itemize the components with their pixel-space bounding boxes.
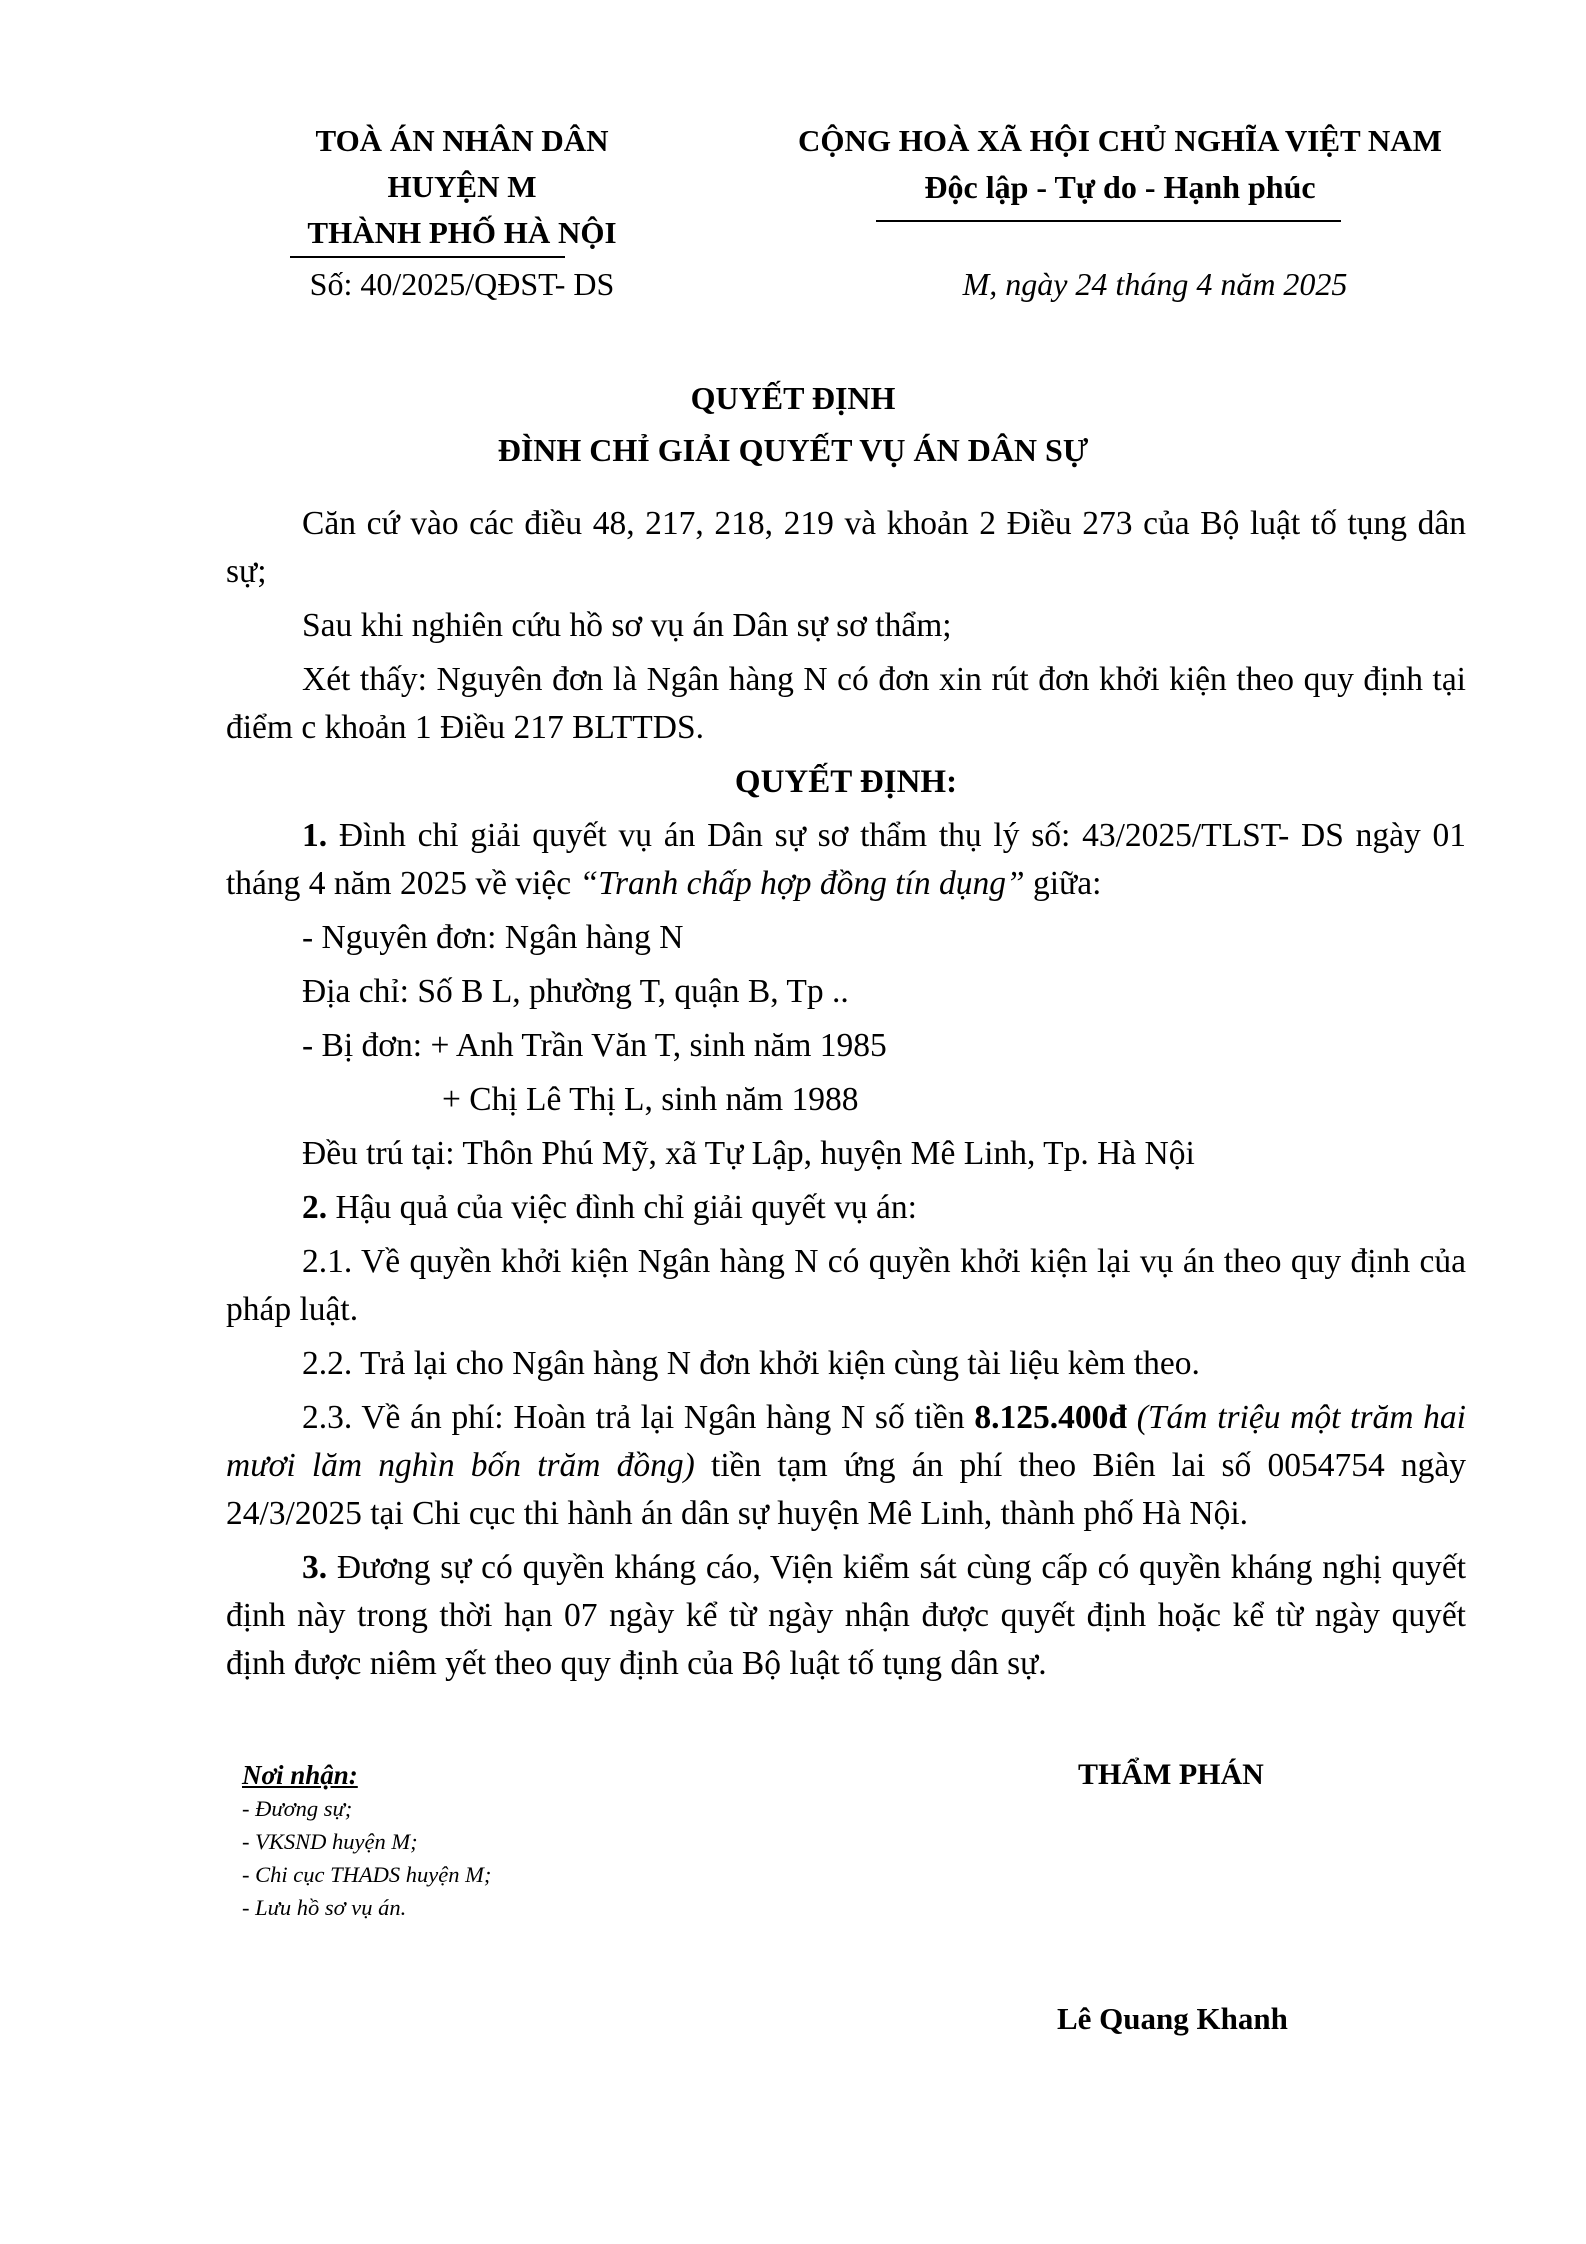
fee-amount-words: (Tám triệu một trăm hai mươi lăm nghìn bốn trăm đồng) (226, 1399, 1466, 1484)
recipients (242, 1758, 491, 1924)
court-name-line1: TOÀ ÁN NHÂN DÂN (315, 123, 609, 158)
document-subtitle: ĐÌNH CHỈ GIẢI QUYẾT VỤ ÁN DÂN SỰ (497, 432, 1089, 468)
national-motto: Độc lập - Tự do - Hạnh phúc (924, 169, 1316, 205)
decision-item-2-3 (226, 1394, 1466, 1538)
item-3-text: Đương sự có quyền kháng cáo, Viện kiểm sát cùng cấp có quyền kháng nghị quyết định này trong thời hạn 07 ngày kể từ ngày nhận được quyết định hoặc kể từ ngày quyết định được niêm yết theo quy định của Bộ luật tố tụng dân sự. (226, 1549, 1466, 1682)
recipient-item: - Lưu hồ sơ vụ án. (242, 1895, 407, 1920)
place-date: M, ngày 24 tháng 4 năm 2025 (962, 266, 1348, 302)
decision-item-2-2: 2.2. Trả lại cho Ngân hàng N đơn khởi kiện cùng tài liệu kèm theo. (302, 1345, 1200, 1382)
signer-title: THẨM PHÁN (1078, 1758, 1264, 1791)
signer-name: Lê Quang Khanh (1057, 2001, 1288, 2036)
item-1-text-b: giữa: (1024, 865, 1102, 902)
defendant-address: Đều trú tại: Thôn Phú Mỹ, xã Tự Lập, huyện Mê Linh, Tp. Hà Nội (302, 1135, 1195, 1172)
item-2-3-text-b: tiền tạm ứng án phí theo Biên lai số 0054754 ngày 24/3/2025 tại Chi cục thi hành án dân sự huyện Mê Linh, thành phố Hà Nội. (226, 1447, 1466, 1532)
basis-paragraph: Căn cứ vào các điều 48, 217, 218, 219 và khoản 2 Điều 273 của Bộ luật tố tụng dân sự; (226, 505, 1466, 590)
item-2-3-text-a: 2.3. Về án phí: Hoàn trả lại Ngân hàng N số tiền (302, 1399, 975, 1436)
court-header-underline (290, 256, 565, 258)
recipient-item: - VKSND huyện M; (242, 1829, 418, 1854)
document-title: QUYẾT ĐỊNH (690, 380, 896, 416)
decision-item-1 (226, 812, 1466, 908)
document-body (226, 500, 1466, 1694)
recipients-title: Nơi nhận: (242, 1760, 358, 1790)
recipient-item: - Đương sự; (242, 1796, 353, 1821)
item-2-text: Hậu quả của việc đình chỉ giải quyết vụ án: (327, 1189, 917, 1226)
national-name: CỘNG HOÀ XÃ HỘI CHỦ NGHĨA VIỆT NAM (798, 123, 1442, 158)
court-name-line3: THÀNH PHỐ HÀ NỘI (307, 215, 617, 250)
plaintiff-address: Địa chỉ: Số B L, phường T, quận B, Tp .. (302, 973, 849, 1010)
national-header (740, 118, 1500, 306)
finding-paragraph: Xét thấy: Nguyên đơn là Ngân hàng N có đơn xin rút đơn khởi kiện theo quy định tại điểm c khoản 1 Điều 217 BLTTDS. (226, 661, 1466, 746)
case-type: “Tranh chấp hợp đồng tín dụng” (579, 865, 1025, 902)
motto-underline (876, 220, 1341, 222)
court-header (262, 118, 662, 306)
decision-number: Số: 40/2025/QĐST- DS (309, 266, 615, 302)
decision-item-2-1: 2.1. Về quyền khởi kiện Ngân hàng N có quyền khởi kiện lại vụ án theo quy định của pháp luật. (226, 1243, 1466, 1328)
item-1-number: 1. (302, 817, 328, 854)
decision-heading: QUYẾT ĐỊNH: (734, 764, 958, 800)
item-1-text-a: Đình chỉ giải quyết vụ án Dân sự sơ thẩm thụ lý số: 43/2025/TLST- DS ngày 01 tháng 4 năm 2025 về việc (226, 817, 1466, 902)
recipient-item: - Chi cục THADS huyện M; (242, 1862, 492, 1887)
plaintiff: - Nguyên đơn: Ngân hàng N (302, 919, 684, 956)
court-name-line2: HUYỆN M (387, 169, 537, 204)
review-paragraph: Sau khi nghiên cứu hồ sơ vụ án Dân sự sơ thẩm; (302, 607, 952, 644)
decision-item-3 (226, 1544, 1466, 1688)
fee-amount: 8.125.400đ (974, 1399, 1128, 1436)
item-2-number: 2. (302, 1189, 328, 1226)
defendant-2: + Chị Lê Thị L, sinh năm 1988 (442, 1081, 859, 1118)
item-3-number: 3. (302, 1549, 328, 1586)
defendant-1: - Bị đơn: + Anh Trần Văn T, sinh năm 1985 (302, 1027, 887, 1064)
decision-item-2 (226, 1184, 1466, 1232)
